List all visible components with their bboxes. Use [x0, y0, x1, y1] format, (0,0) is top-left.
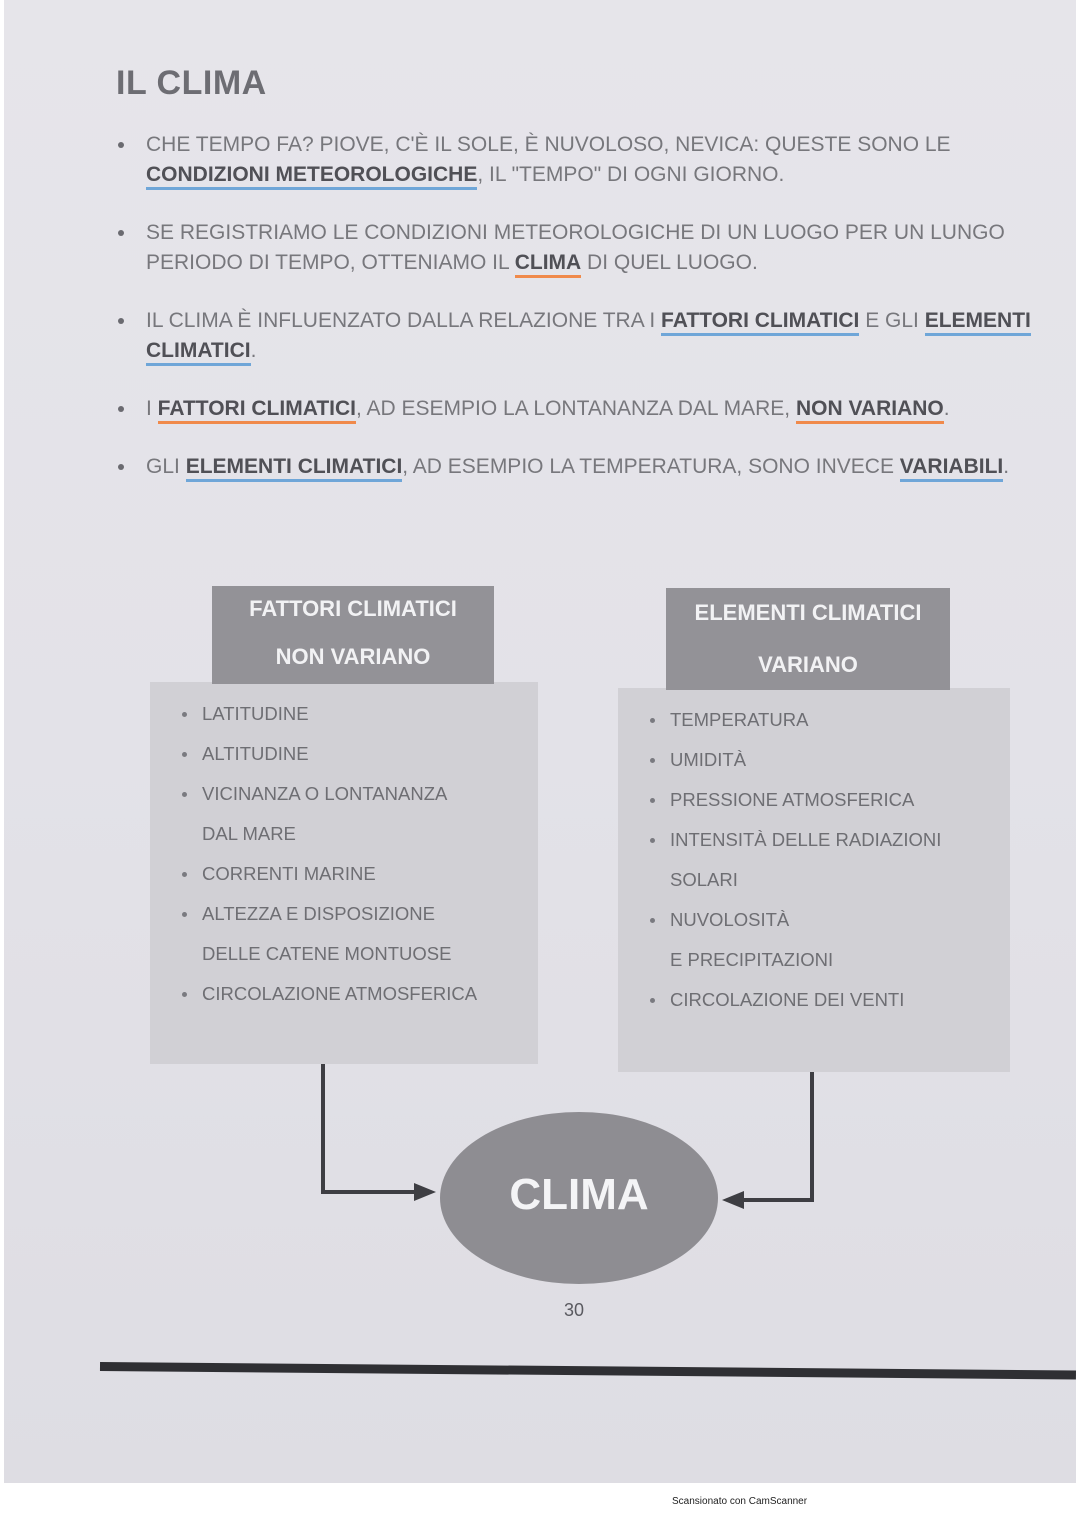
bullet-text: SE REGISTRIAMO LE CONDIZIONI METEOROLOGICHE DI UN LUOGO PER UN LUNGO PERIODO DI TEMPO, OTTENIAMO IL: [146, 221, 1005, 274]
list-item: [176, 774, 538, 854]
keyword-clima: CLIMA: [515, 251, 582, 278]
right-arrow-line: [738, 1068, 812, 1200]
item-text: PRESSIONE ATMOSFERICA: [670, 789, 915, 810]
list-item: [176, 734, 538, 774]
item-text: INTENSITÀ DELLE RADIAZIONI: [670, 829, 942, 850]
item-text: ALTEZZA E DISPOSIZIONE: [202, 903, 436, 924]
keyword-non-variano: NON VARIANO: [796, 397, 944, 424]
bullet-text: , AD ESEMPIO LA TEMPERATURA, SONO INVECE: [402, 455, 900, 478]
elementi-list-box: [618, 688, 1010, 1072]
item-text: DELLE CATENE MONTUOSE: [202, 943, 452, 964]
item-text: TEMPERATURA: [670, 709, 809, 730]
bullet-text: GLI: [146, 455, 186, 478]
list-item: [644, 820, 1010, 900]
list-item: [176, 694, 538, 734]
bullet-text: E GLI: [859, 309, 925, 332]
clima-oval: [440, 1112, 718, 1284]
page-number: 30: [563, 1300, 585, 1320]
keyword-condizioni-meteorologiche: CONDIZIONI METEOROLOGICHE: [146, 163, 477, 190]
clima-label: CLIMA: [509, 1170, 649, 1219]
list-item: [176, 854, 538, 894]
elementi-header-subtitle: VARIANO: [758, 652, 858, 677]
bullet-text: DI QUEL LUOGO.: [581, 251, 758, 274]
list-item: [644, 740, 1010, 780]
list-item: [644, 980, 1010, 1020]
item-text: E PRECIPITAZIONI: [670, 949, 834, 970]
bullet-text: CHE TEMPO FA? PIOVE, C'È IL SOLE, È NUVOLOSO, NEVICA: QUESTE SONO LE: [146, 133, 951, 156]
bullet-text: .: [1003, 455, 1010, 478]
list-item: [644, 900, 1010, 980]
item-text: SOLARI: [670, 869, 738, 890]
bullet-text: , IL "TEMPO" DI OGNI GIORNO.: [477, 163, 785, 186]
fattori-header: [212, 586, 494, 684]
right-arrow-head: [722, 1191, 744, 1209]
item-text: CORRENTI MARINE: [202, 863, 376, 884]
list-item: [176, 974, 538, 1014]
elementi-header-title: ELEMENTI CLIMATICI: [694, 600, 922, 625]
list-item: [176, 894, 538, 974]
left-arrow-head: [414, 1183, 436, 1201]
keyword-fattori-climatici: FATTORI CLIMATICI: [158, 397, 356, 424]
bullet-text: .: [250, 339, 257, 362]
bullet-text: I: [146, 397, 158, 420]
item-text: CIRCOLAZIONE DEI VENTI: [670, 989, 905, 1010]
bullet-text: IL CLIMA È INFLUENZATO DALLA RELAZIONE TRA I: [146, 309, 662, 332]
page-title: IL CLIMA: [116, 64, 267, 102]
item-text: CIRCOLAZIONE ATMOSFERICA: [202, 983, 478, 1004]
list-item: [644, 780, 1010, 820]
elementi-header: [666, 588, 950, 690]
scanner-footer: Scansionato con CamScanner: [672, 1496, 808, 1507]
keyword-variabili: VARIABILI: [900, 455, 1003, 482]
bullet-text: .: [943, 397, 950, 420]
left-arrow-line: [323, 1062, 424, 1192]
list-item: [644, 700, 1010, 740]
item-text: UMIDITÀ: [670, 749, 747, 770]
item-text: LATITUDINE: [202, 703, 309, 724]
keyword-elementi-climatici: ELEMENTI CLIMATICI: [146, 309, 1031, 366]
keyword-fattori-climatici: FATTORI CLIMATICI: [661, 309, 859, 336]
bullet-text: , AD ESEMPIO LA LONTANANZA DAL MARE,: [355, 397, 796, 420]
fattori-list-box: [150, 682, 538, 1064]
fattori-list: [150, 682, 538, 1014]
item-text: VICINANZA O LONTANANZA: [202, 783, 448, 804]
fattori-header-title: FATTORI CLIMATICI: [249, 596, 457, 621]
item-text: ALTITUDINE: [202, 743, 309, 764]
elementi-list: [618, 688, 1010, 1020]
item-text: NUVOLOSITÀ: [670, 909, 790, 930]
keyword-elementi-climatici: ELEMENTI CLIMATICI: [186, 455, 403, 482]
fattori-header-subtitle: NON VARIANO: [275, 644, 431, 669]
item-text: DAL MARE: [202, 823, 296, 844]
scanned-page: [4, 0, 1076, 1483]
